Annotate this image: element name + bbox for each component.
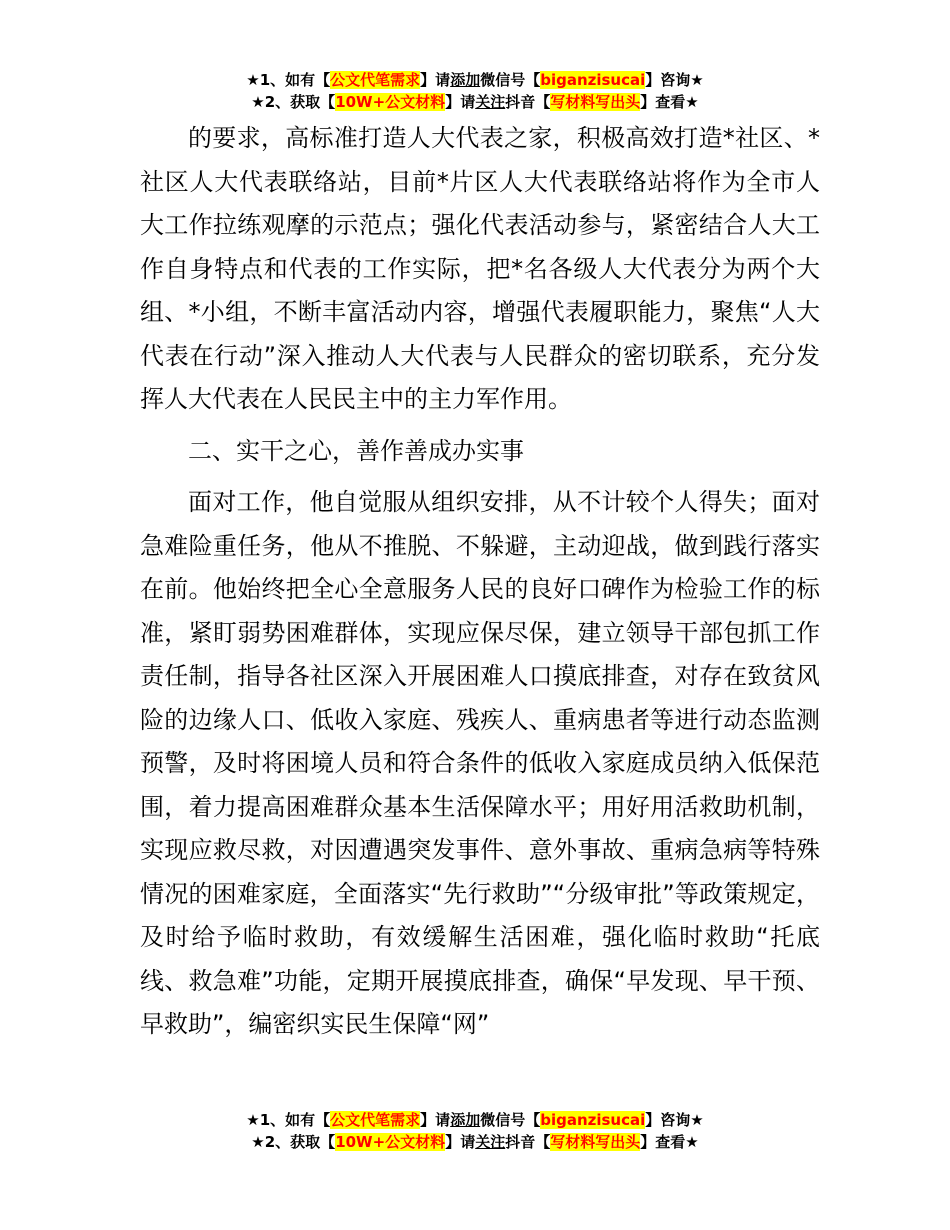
highlight-wechat-id: biganzisucai bbox=[540, 1111, 646, 1129]
banner-underlined-text: 关注 bbox=[475, 93, 506, 111]
paragraph-1: 的要求，高标准打造人大代表之家，积极高效打造*社区、*社区人大代表联络站，目前*片区人大代表联络站将作为全市人大工作拉练观摩的示范点；强化代表活动参与，紧密结合人大工作自身特点和代表的工作实际，把*名各级人大代表分为两个大组、*小组，不断丰富活动内容，增强代表履职能力，聚焦“人大代表在行动”深入推动人大代表与人民群众的密切联系，充分发挥人大代表在人民民主中的主力军作用。 bbox=[140, 124, 820, 413]
banner-text: ★1、如有【 bbox=[246, 71, 331, 89]
section-heading-2: 二、实干之心，善作善成办实事 bbox=[188, 436, 524, 465]
highlight-wechat-id: biganzisucai bbox=[540, 71, 646, 89]
banner-text: 】请 bbox=[445, 1133, 476, 1151]
banner-underlined-text: 关注 bbox=[475, 1133, 506, 1151]
banner-text: 微信号【 bbox=[480, 71, 541, 89]
highlight-douyin: 写材料写出头 bbox=[550, 93, 641, 111]
highlight-service: 公文代笔需求 bbox=[330, 71, 421, 89]
banner-underlined-text: 添加 bbox=[450, 1111, 481, 1129]
banner-text: 】咨询★ bbox=[645, 71, 704, 89]
banner-line-2 bbox=[0, 1131, 950, 1153]
banner-text: 】查看★ bbox=[640, 93, 699, 111]
banner-text: 】请 bbox=[420, 71, 451, 89]
highlight-materials: 10W+公文材料 bbox=[335, 93, 446, 111]
paragraph-2: 面对工作，他自觉服从组织安排，从不计较个人得失；面对急难险重任务，他从不推脱、不躲避，主动迎战，做到践行落实在前。他始终把全心全意服务人民的良好口碑作为检验工作的标准，紧盯弱势困难群体，实现应保尽保，建立领导干部包抓工作责任制，指导各社区深入开展困难人口摸底排查，对存在致贫风险的边缘人口、低收入家庭、残疾人、重病患者等进行动态监测预警，及时将困境人员和符合条件的低收入家庭成员纳入低保范围，着力提高困难群众基本生活保障水平；用好用活救助机制，实现应救尽救，对因遭遇突发事件、意外事故、重病急病等特殊情况的困难家庭，全面落实“先行救助”“分级审批”等政策规定，及时给予临时救助，有效缓解生活困难，强化临时救助“托底线、救急难”功能，定期开展摸底排查，确保“早发现、早干预、早救助”，编密织实民生保障“网” bbox=[140, 488, 820, 1038]
banner-text: 】咨询★ bbox=[645, 1111, 704, 1129]
banner-underlined-text: 添加 bbox=[450, 71, 481, 89]
banner-text: 】请 bbox=[445, 93, 476, 111]
banner-text: 】查看★ bbox=[640, 1133, 699, 1151]
banner-text: 抖音【 bbox=[505, 93, 551, 111]
highlight-materials: 10W+公文材料 bbox=[335, 1133, 446, 1151]
banner-text: ★1、如有【 bbox=[246, 1111, 331, 1129]
banner-text: 抖音【 bbox=[505, 1133, 551, 1151]
highlight-douyin: 写材料写出头 bbox=[550, 1133, 641, 1151]
header-banner bbox=[0, 69, 950, 113]
banner-text: 】请 bbox=[420, 1111, 451, 1129]
banner-text: 微信号【 bbox=[480, 1111, 541, 1129]
banner-line-1 bbox=[0, 1109, 950, 1131]
document-body bbox=[140, 117, 820, 1047]
banner-line-1 bbox=[0, 69, 950, 91]
banner-line-2 bbox=[0, 91, 950, 113]
footer-banner bbox=[0, 1109, 950, 1153]
highlight-service: 公文代笔需求 bbox=[330, 1111, 421, 1129]
banner-text: ★2、获取【 bbox=[251, 1133, 336, 1151]
banner-text: ★2、获取【 bbox=[251, 93, 336, 111]
